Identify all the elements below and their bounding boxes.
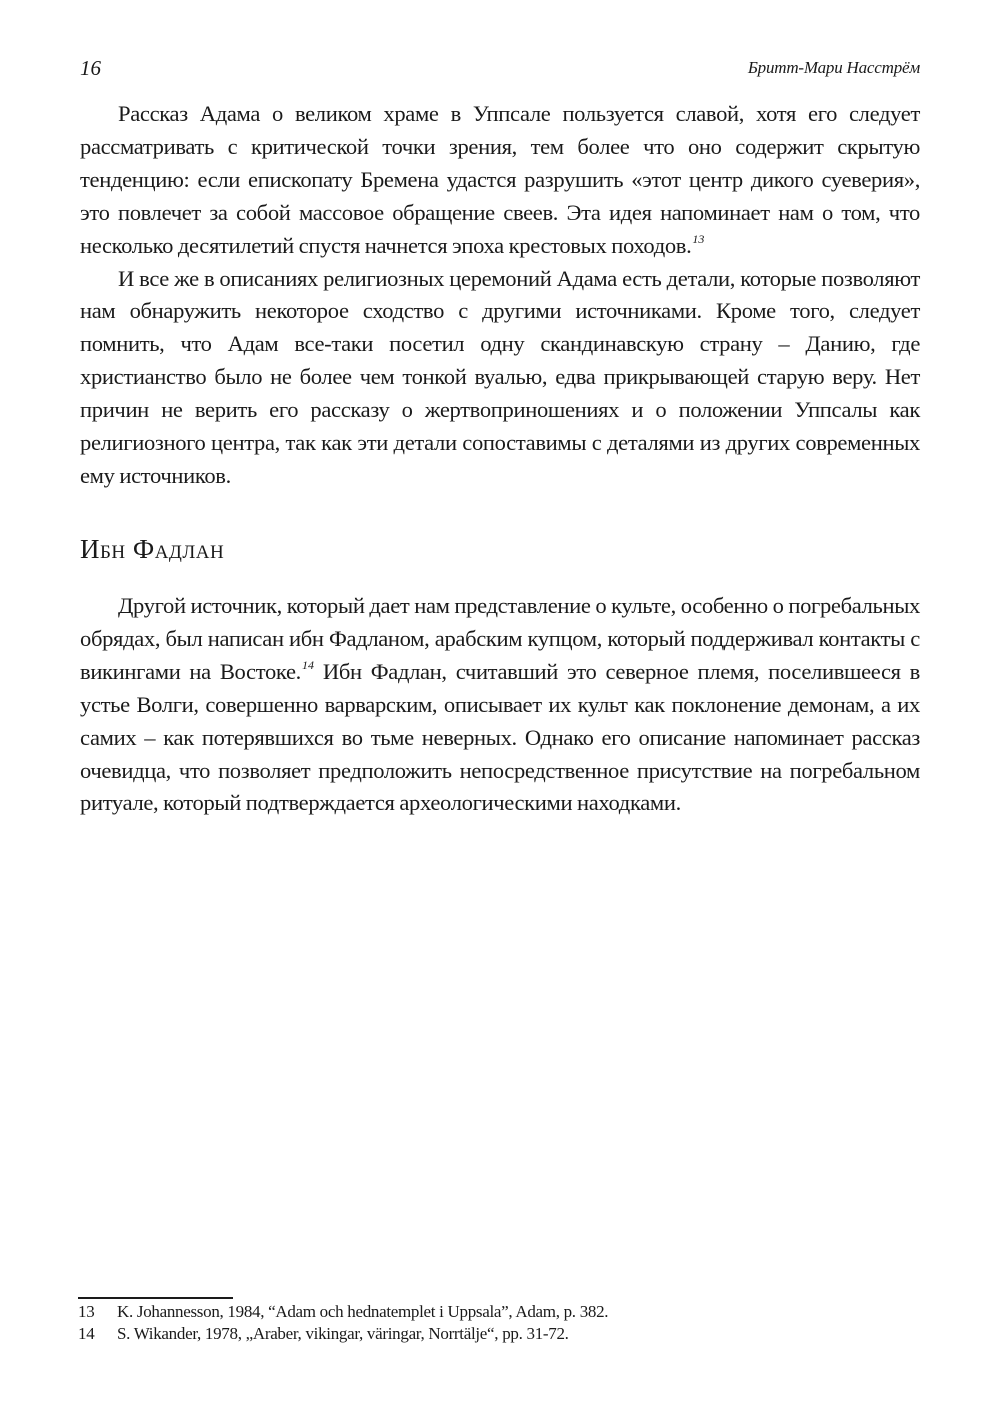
footnote-ref[interactable]: 14 [301, 657, 314, 672]
section-ibn-fadlan-text [80, 590, 920, 820]
page-number: 16 [80, 56, 101, 80]
paragraph-text: Ибн Фадлан, считавший это северное племя, поселившееся в устье Волги, совершенно варварским, описывает их культ как поклонение демонам, а их самих – как потерявшихся во тьме неверных. Однако его описание напоминает рассказ очевидца, что позволяет предположить непосредственное присутствие на погребальном ритуале, который подтверждается археологическими находками. [80, 658, 921, 816]
paragraph-text: Рассказ Адама о великом храме в Уппсале пользуется славой, хотя его следует рассматривать с критической точки зрения, тем более что оно содержит скрытую тенденцию: если епископату Бремена удастся разрушить «этот центр дикого суеверия», это повлечет за собой массовое обращение свеев. Эта идея напоминает нам о том, что несколько десятилетий спустя начнется эпоха крестовых походов. [80, 101, 920, 258]
section-adam-text [80, 98, 920, 493]
footnote-text: S. Wikander, 1978, „Araber, vikingar, väringar, Norrtälje“, pp. 31-72. [117, 1324, 569, 1343]
paragraph [80, 590, 920, 820]
footnote-item [78, 1301, 918, 1323]
paragraph-text: Другой источник, который дает нам представление о культе, особенно о погребальных обрядах, был написан ибн Фадланом, арабским купцом, который поддерживал контакты с викингами на Востоке. [80, 593, 920, 684]
footnote-number: 14 [78, 1324, 95, 1343]
footnotes [78, 1301, 918, 1345]
footnote-item [78, 1323, 918, 1345]
paragraph-text: И все же в описаниях религиозных церемоний Адама есть детали, которые позволяют нам обнаружить некоторое сходство с другими источниками. Кроме того, следует помнить, что Адам все-таки посетил одну скандинавскую страну – Данию, где христианство было не более чем тонкой вуалью, едва прикрывающей старую веру. Нет причин не верить его рассказу о жертвоприношениях и о положении Уппсалы как религиозного центра, так как эти детали сопоставимы с деталями из других современных ему источников. [80, 265, 920, 488]
footnote-text: K. Johannesson, 1984, “Adam och hednatemplet i Uppsala”, Adam, p. 382. [117, 1302, 609, 1321]
section-heading: Ибн Фадлан [80, 534, 225, 564]
footnote-number: 13 [78, 1302, 95, 1321]
footnote-divider [78, 1297, 233, 1299]
paragraph [80, 263, 920, 493]
footnote-ref[interactable]: 13 [692, 231, 705, 246]
running-head-author: Бритт-Мари Насстрём [747, 58, 920, 77]
running-head [80, 56, 920, 82]
paragraph [80, 98, 920, 263]
